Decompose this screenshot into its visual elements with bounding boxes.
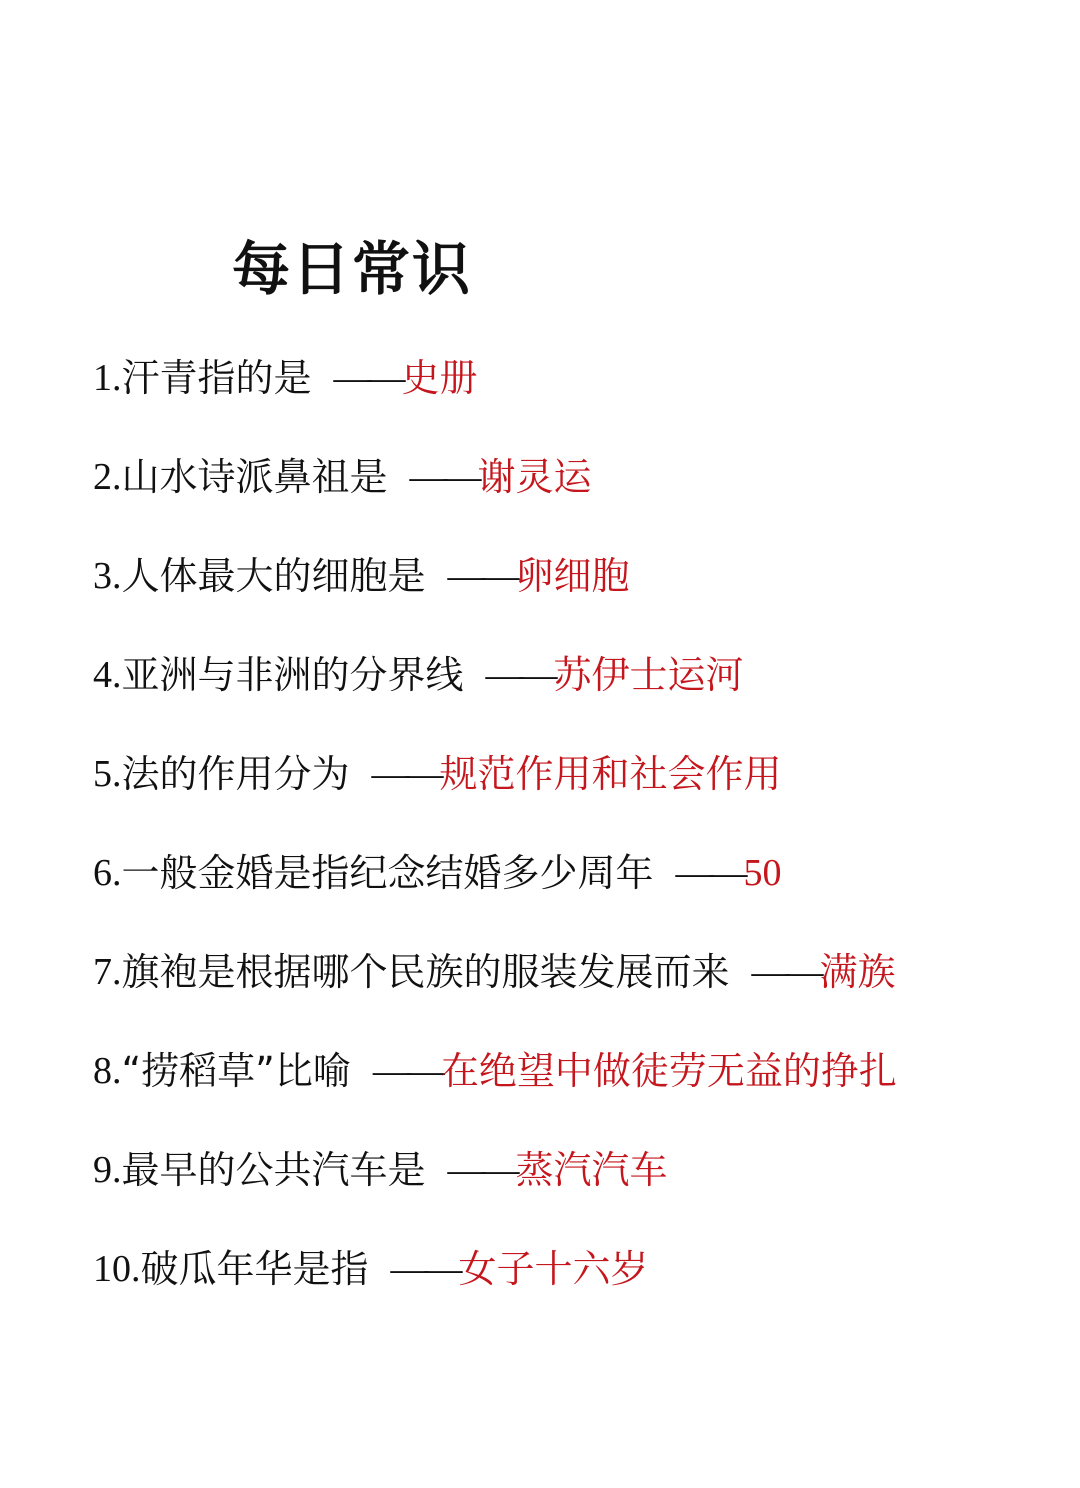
list-item <box>93 1043 897 1142</box>
list-item <box>93 449 897 548</box>
item-number: 4. <box>93 654 122 696</box>
item-number: 2. <box>93 456 122 498</box>
item-number: 5. <box>93 753 122 795</box>
item-answer: 苏伊士运河 <box>553 653 744 697</box>
page-title: 每日常识 <box>232 235 473 303</box>
item-dash: —— <box>390 1248 459 1290</box>
item-question: 一般金婚是指纪念结婚多少周年 <box>121 851 654 895</box>
item-question: 最早的公共汽车是 <box>121 1148 426 1192</box>
item-question: 汗青指的是 <box>121 356 312 400</box>
item-answer: 卵细胞 <box>515 554 630 598</box>
item-number: 3. <box>93 555 122 597</box>
item-number: 7. <box>93 951 122 993</box>
item-question: 破瓜年华是指 <box>140 1247 369 1291</box>
item-answer: 在绝望中做徒劳无益的挣扎 <box>440 1049 897 1093</box>
item-answer: 满族 <box>819 950 896 994</box>
item-dash: —— <box>372 1050 441 1092</box>
item-number: 6. <box>93 852 122 894</box>
list-item <box>93 746 897 845</box>
item-dash: —— <box>447 1149 516 1191</box>
trivia-list <box>93 350 897 1340</box>
list-item <box>93 845 897 944</box>
item-dash: —— <box>485 654 554 696</box>
item-dash: —— <box>447 555 516 597</box>
list-item <box>93 944 897 1043</box>
item-dash: —— <box>675 852 744 894</box>
item-question: 人体最大的细胞是 <box>121 554 426 598</box>
list-item <box>93 1142 897 1241</box>
item-question: 法的作用分为 <box>121 752 350 796</box>
item-question: 亚洲与非洲的分界线 <box>121 653 464 697</box>
item-dash: —— <box>409 456 478 498</box>
item-answer: 蒸汽汽车 <box>515 1148 668 1192</box>
item-question: 山水诗派鼻祖是 <box>121 455 388 499</box>
list-item <box>93 1241 897 1340</box>
item-number: 9. <box>93 1149 122 1191</box>
item-number: 10. <box>93 1248 141 1290</box>
list-item <box>93 350 897 449</box>
item-dash: —— <box>751 951 820 993</box>
item-number: 8. <box>93 1050 122 1092</box>
item-dash: —— <box>371 753 440 795</box>
item-answer: 50 <box>743 852 782 894</box>
item-number: 1. <box>93 357 122 399</box>
item-answer: 女子十六岁 <box>458 1247 649 1291</box>
list-item <box>93 647 897 746</box>
item-question: 旗袍是根据哪个民族的服装发展而来 <box>121 950 730 994</box>
list-item <box>93 548 897 647</box>
item-answer: 规范作用和社会作用 <box>439 752 782 796</box>
item-dash: —— <box>333 357 402 399</box>
item-answer: 谢灵运 <box>477 455 592 499</box>
item-answer: 史册 <box>401 356 478 400</box>
item-question: “捞稻草”比喻 <box>121 1049 351 1093</box>
